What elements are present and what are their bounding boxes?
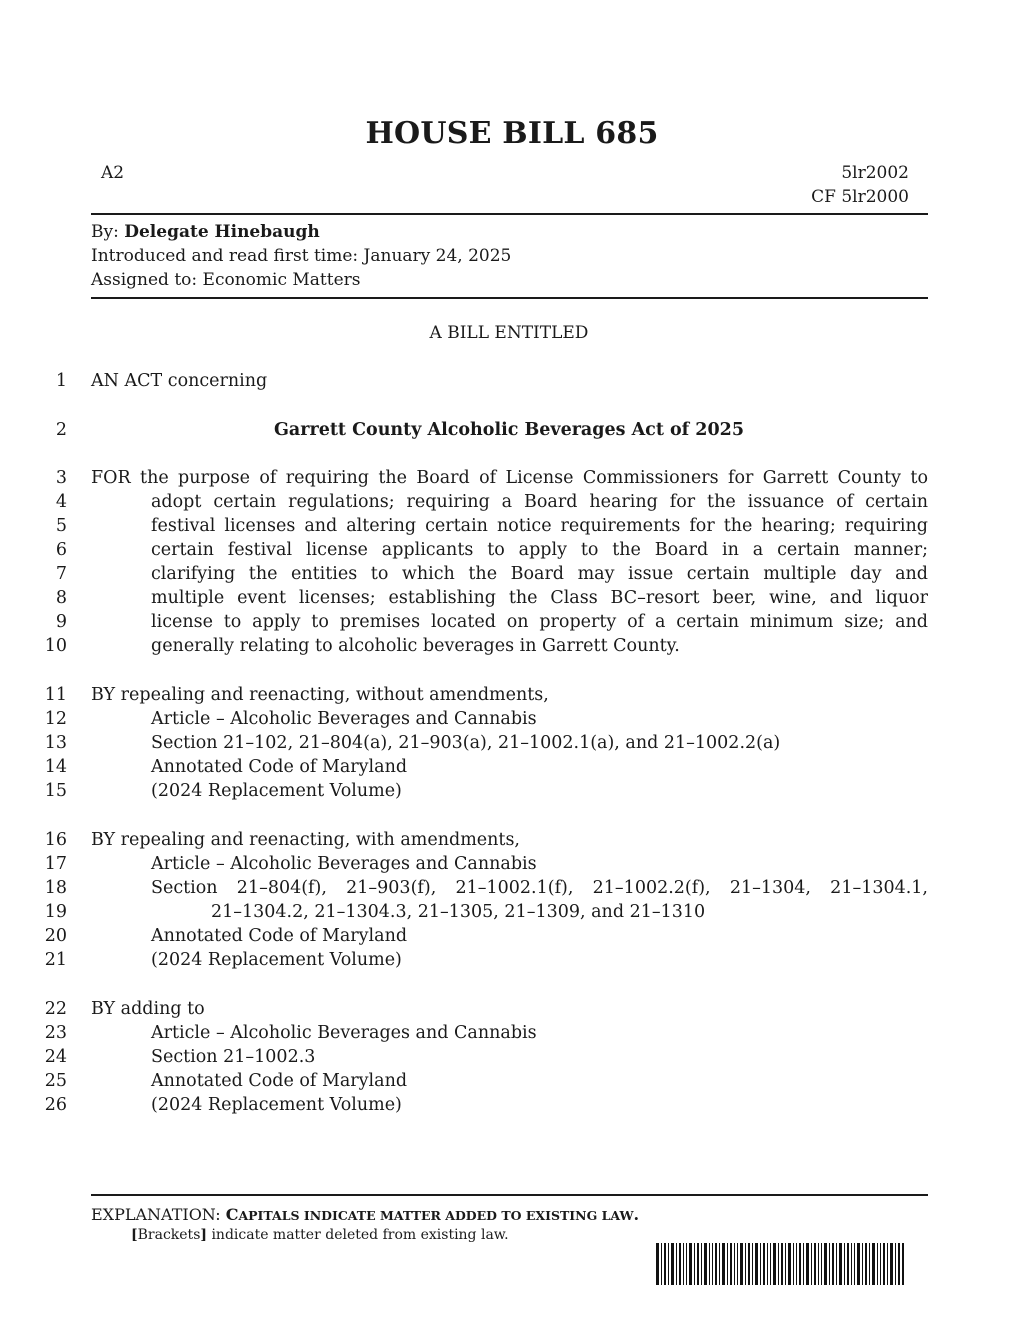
line-number: 12: [44, 709, 67, 729]
purpose-line: clarifying the entities to which the Board may issue certain multiple day and: [151, 564, 928, 584]
line-number: 5: [55, 516, 67, 536]
bracket-open: [: [131, 1227, 138, 1243]
line-number: 3: [55, 468, 67, 488]
section-line: Section 21–804(f), 21–903(f), 21–1002.1(f), 21–1002.2(f), 21–1304, 21–1304.1,: [151, 878, 928, 898]
volume-line: (2024 Replacement Volume): [151, 950, 402, 970]
line-number: 7: [55, 564, 67, 584]
code-line: Annotated Code of Maryland: [151, 1071, 408, 1091]
code-line: Annotated Code of Maryland: [151, 926, 408, 946]
sponsor-rule: [91, 297, 928, 299]
sponsor-line: [91, 222, 320, 242]
by-clause-heading: BY adding to: [91, 999, 205, 1019]
line-number: 26: [44, 1095, 67, 1115]
cross-file-number: CF 5lr2000: [811, 187, 909, 207]
line-number: 23: [44, 1023, 67, 1043]
bill-title: HOUSE BILL 685: [365, 116, 659, 151]
article-line: Article – Alcoholic Beverages and Cannabis: [151, 709, 537, 729]
barcode-icon: [656, 1243, 904, 1285]
by-clause-heading: BY repealing and reenacting, without amendments,: [91, 685, 549, 705]
article-line: Article – Alcoholic Beverages and Cannabis: [151, 1023, 537, 1043]
code-line: Annotated Code of Maryland: [151, 757, 408, 777]
explanation-label: EXPLANATION:: [91, 1205, 221, 1224]
section-line-continued: 21–1304.2, 21–1304.3, 21–1305, 21–1309, and 21–1310: [211, 902, 706, 922]
short-title: Garrett County Alcoholic Beverages Act of 2025: [273, 420, 744, 440]
line-number: 4: [55, 492, 67, 512]
purpose-line: adopt certain regulations; requiring a Board hearing for the issuance of certain: [151, 492, 928, 512]
brackets-rest: indicate matter deleted from existing law.: [207, 1227, 509, 1243]
footer-rule: [91, 1194, 928, 1196]
line-number: 17: [44, 854, 67, 874]
explanation-brackets: [131, 1227, 509, 1243]
subject-code: A2: [101, 163, 125, 183]
explanation-capitals: [91, 1205, 639, 1224]
capitals-initial: C: [225, 1205, 239, 1224]
act-concerning: AN ACT concerning: [91, 371, 268, 391]
introduced-line: Introduced and read first time: January 24, 2025: [91, 246, 512, 266]
line-number: 10: [44, 636, 67, 656]
line-number: 19: [44, 902, 67, 922]
article-line: Article – Alcoholic Beverages and Cannabis: [151, 854, 537, 874]
by-clause-heading: BY repealing and reenacting, with amendments,: [91, 830, 520, 850]
line-number: 21: [44, 950, 67, 970]
line-number: 18: [44, 878, 67, 898]
capitals-rest: APITALS INDICATE MATTER ADDED TO EXISTING LAW: [238, 1208, 634, 1223]
line-number: 2: [55, 420, 67, 440]
line-number: 11: [44, 685, 67, 705]
purpose-line: generally relating to alcoholic beverages in Garrett County.: [151, 636, 680, 656]
line-number: 6: [55, 540, 67, 560]
header-rule: [91, 213, 928, 215]
purpose-line: certain festival license applicants to apply to the Board in a certain manner;: [151, 540, 928, 560]
line-number: 24: [44, 1047, 67, 1067]
lr-number: 5lr2002: [841, 163, 909, 183]
line-number: 15: [44, 781, 67, 801]
assigned-line: Assigned to: Economic Matters: [91, 270, 361, 290]
line-number: 22: [44, 999, 67, 1019]
bracket-close: ]: [200, 1227, 207, 1243]
purpose-line: festival licenses and altering certain notice requirements for the hearing; requiring: [151, 516, 928, 536]
section-line: Section 21–102, 21–804(a), 21–903(a), 21–1002.1(a), and 21–1002.2(a): [151, 733, 781, 753]
purpose-line: multiple event licenses; establishing the Class BC–resort beer, wine, and liquor: [151, 588, 928, 608]
brackets-word: Brackets: [137, 1227, 201, 1243]
by-label: By:: [91, 222, 119, 242]
volume-line: (2024 Replacement Volume): [151, 1095, 402, 1115]
volume-line: (2024 Replacement Volume): [151, 781, 402, 801]
line-number: 14: [44, 757, 67, 777]
line-number: 1: [55, 371, 67, 391]
bill-entitled-heading: A BILL ENTITLED: [429, 323, 589, 343]
line-number: 13: [44, 733, 67, 753]
purpose-line: license to apply to premises located on property of a certain minimum size; and: [151, 612, 928, 632]
purpose-line: FOR the purpose of requiring the Board of License Commissioners for Garrett County to: [91, 468, 928, 488]
line-number: 20: [44, 926, 67, 946]
line-number: 25: [44, 1071, 67, 1091]
line-number: 8: [55, 588, 67, 608]
delegate-name: Delegate Hinebaugh: [124, 222, 320, 242]
line-number: 16: [44, 830, 67, 850]
section-line: Section 21–1002.3: [151, 1047, 316, 1067]
line-number: 9: [55, 612, 67, 632]
capitals-period: .: [633, 1205, 640, 1224]
